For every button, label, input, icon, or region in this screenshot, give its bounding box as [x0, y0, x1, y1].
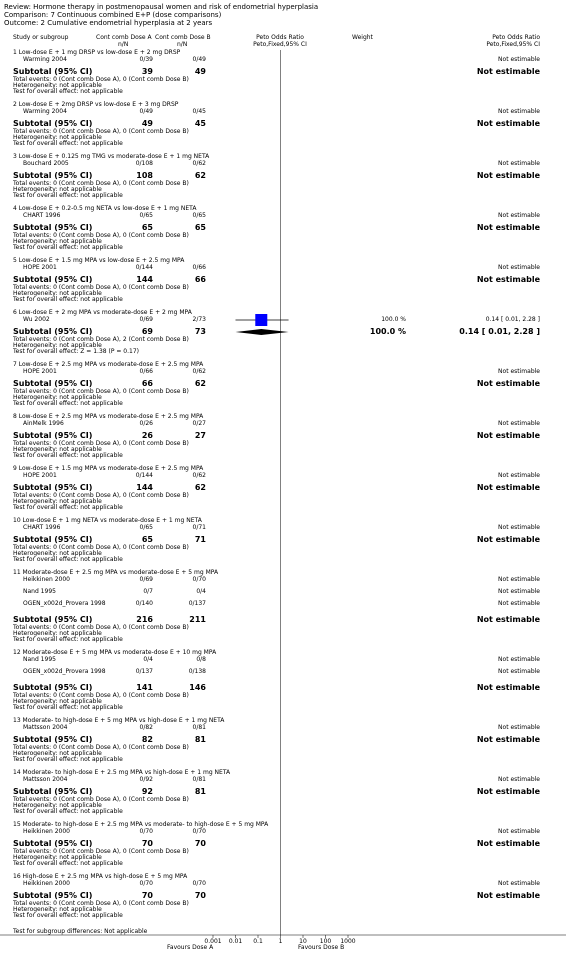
col-group-b-header: Cont comb Dose B — [155, 34, 211, 41]
subtotal-label: Subtotal (95% CI) — [13, 615, 93, 624]
subtotal-label: Subtotal (95% CI) — [13, 67, 93, 76]
subgroup-title: 5 Low-dose E + 1.5 mg MPA vs low-dose E + 2.5 mg MPA — [13, 257, 185, 264]
subtotal-n-b: 211 — [189, 615, 206, 624]
subtotal-n-b: 62 — [194, 171, 206, 180]
study-events-a: 0/39 — [139, 56, 153, 63]
study-or-text: Not estimable — [498, 56, 540, 63]
study-or-text: Not estimable — [498, 880, 540, 887]
subtotal-n-a: 82 — [141, 735, 153, 744]
study-name: OGEN_x002d_Provera 1998 — [23, 668, 106, 675]
study-events-a: 0/140 — [135, 600, 153, 607]
subtotal-or-text: Not estimable — [476, 119, 540, 128]
subtotal-n-a: 66 — [141, 379, 153, 388]
x-tick-label: 1 — [278, 938, 283, 945]
subtotal-n-a: 144 — [136, 483, 153, 492]
subtotal-or-text: Not estimable — [476, 735, 540, 744]
overall-effect: Test for overall effect: not applicable — [13, 140, 123, 147]
subtotal-or-text: Not estimable — [476, 535, 540, 544]
subgroup-title: 6 Low-dose E + 2 mg MPA vs moderate-dose E + 2 mg MPA — [13, 309, 192, 316]
study-events-a: 0/65 — [139, 524, 153, 531]
subgroup-title: 1 Low-dose E + 1 mg DRSP vs low-dose E + 2 mg DRSP — [13, 49, 181, 56]
total-events: Total events: 0 (Cont comb Dose A), 0 (Cont comb Dose B) — [13, 544, 189, 551]
x-tick-label: 1000 — [340, 938, 356, 945]
study-events-b: 0/81 — [192, 724, 206, 731]
subtotal-n-b: 65 — [194, 223, 206, 232]
overall-effect: Test for overall effect: not applicable — [13, 244, 123, 251]
subgroup-title: 4 Low-dose E + 0.2-0.5 mg NETA vs low-dose E + 1 mg NETA — [13, 205, 197, 212]
study-events-a: 0/70 — [139, 880, 153, 887]
subtotal-n-a: 26 — [141, 431, 153, 440]
study-name: Bouchard 2005 — [23, 160, 69, 167]
heterogeneity: Heterogeneity: not applicable — [13, 394, 102, 401]
subgroup-differences: Test for subgroup differences: Not applicable — [13, 928, 148, 935]
subtotal-n-a: 65 — [141, 223, 153, 232]
overall-effect: Test for overall effect: not applicable — [13, 192, 123, 199]
subtotal-or-text: Not estimable — [476, 223, 540, 232]
study-events-a: 0/4 — [143, 656, 153, 663]
study-events-a: 0/108 — [135, 160, 153, 167]
overall-effect: Test for overall effect: not applicable — [13, 756, 123, 763]
col-or2-subheader: Peto,Fixed,95% CI — [486, 41, 540, 48]
x-tick-label: 0.01 — [228, 938, 243, 945]
subtotal-or-text: Not estimable — [476, 839, 540, 848]
subtotal-label: Subtotal (95% CI) — [13, 483, 93, 492]
x-tick-label: 10 — [299, 938, 307, 945]
subtotal-label: Subtotal (95% CI) — [13, 223, 93, 232]
study-name: Mattsson 2004 — [23, 724, 68, 731]
study-events-a: 0/144 — [135, 264, 153, 271]
study-or-text: Not estimable — [498, 264, 540, 271]
favours-b-label: Favours Dose B — [298, 944, 345, 951]
study-name: Mattsson 2004 — [23, 776, 68, 783]
total-events: Total events: 0 (Cont comb Dose A), 0 (Cont comb Dose B) — [13, 440, 189, 447]
subtotal-n-a: 49 — [141, 119, 153, 128]
heterogeneity: Heterogeneity: not applicable — [13, 134, 102, 141]
subgroup-title: 15 Moderate- to high-dose E + 2.5 mg MPA vs moderate- to high-dose E + 5 mg MPA — [13, 821, 269, 828]
subtotal-n-a: 108 — [136, 171, 153, 180]
total-events: Total events: 0 (Cont comb Dose A), 0 (Cont comb Dose B) — [13, 624, 189, 631]
total-events: Total events: 0 (Cont comb Dose A), 0 (Cont comb Dose B) — [13, 284, 189, 291]
overall-effect: Test for overall effect: not applicable — [13, 556, 123, 563]
heterogeneity: Heterogeneity: not applicable — [13, 186, 102, 193]
study-name: Wu 2002 — [23, 316, 50, 323]
heterogeneity: Heterogeneity: not applicable — [13, 550, 102, 557]
study-events-a: 0/26 — [139, 420, 153, 427]
subtotal-n-b: 71 — [194, 535, 206, 544]
subgroup-title: 12 Moderate-dose E + 5 mg MPA vs moderate-dose E + 10 mg MPA — [13, 649, 217, 656]
study-or-text: Not estimable — [498, 724, 540, 731]
total-events: Total events: 0 (Cont comb Dose A), 0 (Cont comb Dose B) — [13, 388, 189, 395]
heterogeneity: Heterogeneity: not applicable — [13, 854, 102, 861]
subtotal-n-b: 49 — [194, 67, 206, 76]
subtotal-or-text: 0.14 [ 0.01, 2.28 ] — [459, 327, 540, 336]
subtotal-or-text: Not estimable — [476, 615, 540, 624]
study-events-b: 0/4 — [196, 588, 206, 595]
col-or2-header: Peto Odds Ratio — [492, 34, 540, 41]
overall-effect: Test for overall effect: not applicable — [13, 808, 123, 815]
study-events-b: 0/66 — [192, 264, 206, 271]
study-or-text: Not estimable — [498, 828, 540, 835]
total-events: Total events: 0 (Cont comb Dose A), 0 (Cont comb Dose B) — [13, 692, 189, 699]
study-name: Heikkinen 2000 — [23, 576, 70, 583]
study-name: Heikkinen 2000 — [23, 828, 70, 835]
subtotal-n-a: 65 — [141, 535, 153, 544]
study-events-a: 0/65 — [139, 212, 153, 219]
subtotal-n-b: 73 — [194, 327, 206, 336]
subtotal-label: Subtotal (95% CI) — [13, 275, 93, 284]
subtotal-or-text: Not estimable — [476, 379, 540, 388]
study-name: CHART 1996 — [23, 524, 61, 531]
col-or-subheader: Peto,Fixed,95% CI — [253, 41, 307, 48]
x-tick-label: 100 — [319, 938, 332, 945]
study-or-text: Not estimable — [498, 472, 540, 479]
subgroup-title: 14 Moderate- to high-dose E + 2.5 mg MPA vs high-dose E + 1 mg NETA — [13, 769, 231, 776]
study-events-a: 0/70 — [139, 828, 153, 835]
study-events-b: 0/62 — [192, 160, 206, 167]
overall-effect: Test for overall effect: not applicable — [13, 636, 123, 643]
col-weight-header: Weight — [352, 34, 373, 41]
total-events: Total events: 0 (Cont comb Dose A), 0 (Cont comb Dose B) — [13, 128, 189, 135]
total-events: Total events: 0 (Cont comb Dose A), 0 (Cont comb Dose B) — [13, 180, 189, 187]
study-name: HOPE 2001 — [23, 264, 57, 271]
subtotal-label: Subtotal (95% CI) — [13, 735, 93, 744]
subtotal-label: Subtotal (95% CI) — [13, 891, 93, 900]
subtotal-weight: 100.0 % — [369, 327, 406, 336]
study-events-b: 0/70 — [192, 880, 206, 887]
subtotal-label: Subtotal (95% CI) — [13, 379, 93, 388]
study-events-a: 0/92 — [139, 776, 153, 783]
study-or-text: Not estimable — [498, 588, 540, 595]
subtotal-label: Subtotal (95% CI) — [13, 119, 93, 128]
overall-effect: Test for overall effect: not applicable — [13, 452, 123, 459]
study-events-a: 0/49 — [139, 108, 153, 115]
study-events-b: 0/62 — [192, 472, 206, 479]
subtotal-label: Subtotal (95% CI) — [13, 431, 93, 440]
favours-a-label: Favours Dose A — [167, 944, 214, 951]
subgroup-title: 7 Low-dose E + 2.5 mg MPA vs moderate-dose E + 2.5 mg MPA — [13, 361, 204, 368]
total-events: Total events: 0 (Cont comb Dose A), 0 (Cont comb Dose B) — [13, 796, 189, 803]
subgroup-title: 3 Low-dose E + 0.125 mg TMG vs moderate-dose E + 1 mg NETA — [13, 153, 210, 160]
study-events-b: 0/70 — [192, 576, 206, 583]
subtotal-label: Subtotal (95% CI) — [13, 683, 93, 692]
col-or-header: Peto Odds Ratio — [256, 34, 304, 41]
col-study-header: Study or subgroup — [13, 34, 69, 41]
subgroup-title: 11 Moderate-dose E + 2.5 mg MPA vs moderate-dose E + 5 mg MPA — [13, 569, 219, 576]
subtotal-label: Subtotal (95% CI) — [13, 171, 93, 180]
heterogeneity: Heterogeneity: not applicable — [13, 498, 102, 505]
study-name: Nand 1995 — [23, 588, 56, 595]
overall-effect: Test for overall effect: not applicable — [13, 912, 123, 919]
subgroup-title: 9 Low-dose E + 1.5 mg MPA vs moderate-dose E + 2.5 mg MPA — [13, 465, 204, 472]
study-events-b: 0/62 — [192, 368, 206, 375]
subtotal-label: Subtotal (95% CI) — [13, 327, 93, 336]
heterogeneity: Heterogeneity: not applicable — [13, 290, 102, 297]
study-events-b: 0/49 — [192, 56, 206, 63]
overall-effect: Test for overall effect: not applicable — [13, 88, 123, 95]
subtotal-label: Subtotal (95% CI) — [13, 839, 93, 848]
subtotal-n-b: 66 — [194, 275, 206, 284]
comparison-title: Comparison: 7 Continuous combined E+P (dose comparisons) — [4, 11, 222, 19]
study-name: CHART 1996 — [23, 212, 61, 219]
heterogeneity: Heterogeneity: not applicable — [13, 82, 102, 89]
study-events-b: 0/45 — [192, 108, 206, 115]
subtotal-label: Subtotal (95% CI) — [13, 787, 93, 796]
overall-effect: Test for overall effect: not applicable — [13, 704, 123, 711]
study-name: AinMelk 1996 — [23, 420, 64, 427]
subtotal-or-text: Not estimable — [476, 483, 540, 492]
heterogeneity: Heterogeneity: not applicable — [13, 698, 102, 705]
study-or-text: 0.14 [ 0.01, 2.28 ] — [485, 316, 540, 323]
study-or-text: Not estimable — [498, 656, 540, 663]
study-or-text: Not estimable — [498, 108, 540, 115]
study-events-a: 0/66 — [139, 368, 153, 375]
study-events-a: 0/144 — [135, 472, 153, 479]
subtotal-or-text: Not estimable — [476, 275, 540, 284]
subtotal-n-a: 39 — [141, 67, 153, 76]
x-tick-label: 0.001 — [204, 938, 222, 945]
study-name: HOPE 2001 — [23, 472, 57, 479]
study-effect-square — [255, 314, 267, 326]
x-tick-label: 0.1 — [253, 938, 263, 945]
study-events-b: 0/65 — [192, 212, 206, 219]
subtotal-or-text: Not estimable — [476, 171, 540, 180]
study-or-text: Not estimable — [498, 212, 540, 219]
study-events-b: 0/71 — [192, 524, 206, 531]
study-name: OGEN_x002d_Provera 1998 — [23, 600, 106, 607]
total-events: Total events: 0 (Cont comb Dose A), 0 (Cont comb Dose B) — [13, 492, 189, 499]
col-nb-header: n/N — [177, 41, 188, 48]
subtotal-n-b: 27 — [194, 431, 206, 440]
study-or-text: Not estimable — [498, 776, 540, 783]
overall-effect: Test for overall effect: not applicable — [13, 400, 123, 407]
study-events-a: 0/137 — [135, 668, 153, 675]
heterogeneity: Heterogeneity: not applicable — [13, 238, 102, 245]
review-title: Review: Hormone therapy in postmenopausal women and risk of endometrial hyperplasia — [4, 3, 319, 11]
overall-effect: Test for overall effect: Z = 1.38 (P = 0.17) — [13, 348, 139, 355]
study-name: HOPE 2001 — [23, 368, 57, 375]
overall-effect: Test for overall effect: not applicable — [13, 504, 123, 511]
heterogeneity: Heterogeneity: not applicable — [13, 446, 102, 453]
subtotal-n-b: 45 — [194, 119, 206, 128]
subtotal-n-b: 70 — [194, 891, 206, 900]
subtotal-or-text: Not estimable — [476, 67, 540, 76]
overall-effect: Test for overall effect: not applicable — [13, 296, 123, 303]
study-or-text: Not estimable — [498, 576, 540, 583]
subgroup-title: 8 Low-dose E + 2.5 mg MPA vs moderate-dose E + 2.5 mg MPA — [13, 413, 204, 420]
subtotal-n-a: 141 — [136, 683, 153, 692]
study-events-b: 0/70 — [192, 828, 206, 835]
heterogeneity: Heterogeneity: not applicable — [13, 906, 102, 913]
study-events-a: 0/69 — [139, 576, 153, 583]
subtotal-n-b: 81 — [194, 735, 206, 744]
subtotal-n-b: 146 — [189, 683, 206, 692]
overall-effect: Test for overall effect: not applicable — [13, 860, 123, 867]
subgroup-title: 13 Moderate- to high-dose E + 5 mg MPA vs high-dose E + 1 mg NETA — [13, 717, 225, 724]
study-events-b: 0/81 — [192, 776, 206, 783]
study-or-text: Not estimable — [498, 600, 540, 607]
study-events-a: 0/7 — [143, 588, 153, 595]
subtotal-n-a: 144 — [136, 275, 153, 284]
heterogeneity: Heterogeneity: not applicable — [13, 750, 102, 757]
subtotal-n-b: 62 — [194, 379, 206, 388]
study-or-text: Not estimable — [498, 420, 540, 427]
study-events-b: 0/138 — [188, 668, 206, 675]
total-events: Total events: 0 (Cont comb Dose A), 0 (Cont comb Dose B) — [13, 744, 189, 751]
subtotal-n-b: 62 — [194, 483, 206, 492]
subtotal-n-b: 81 — [194, 787, 206, 796]
study-name: Nand 1995 — [23, 656, 56, 663]
subgroup-title: 16 High-dose E + 2.5 mg MPA vs high-dose E + 5 mg MPA — [13, 873, 188, 880]
total-events: Total events: 0 (Cont comb Dose A), 0 (Cont comb Dose B) — [13, 848, 189, 855]
heterogeneity: Heterogeneity: not applicable — [13, 342, 102, 349]
total-events: Total events: 0 (Cont comb Dose A), 0 (Cont comb Dose B) — [13, 76, 189, 83]
subgroup-title: 2 Low-dose E + 2mg DRSP vs low-dose E + 3 mg DRSP — [13, 101, 179, 108]
study-events-a: 0/82 — [139, 724, 153, 731]
subtotal-n-a: 92 — [141, 787, 153, 796]
subtotal-or-text: Not estimable — [476, 683, 540, 692]
subgroup-title: 10 Low-dose E + 1 mg NETA vs moderate-dose E + 1 mg NETA — [13, 517, 202, 524]
study-name: Warming 2004 — [23, 56, 67, 63]
study-name: Heikkinen 2000 — [23, 880, 70, 887]
subtotal-n-a: 70 — [141, 839, 153, 848]
study-weight: 100.0 % — [381, 316, 406, 323]
subtotal-or-text: Not estimable — [476, 787, 540, 796]
study-or-text: Not estimable — [498, 368, 540, 375]
col-na-header: n/N — [118, 41, 129, 48]
study-events-b: 0/8 — [196, 656, 206, 663]
study-name: Warming 2004 — [23, 108, 67, 115]
subtotal-n-a: 69 — [141, 327, 153, 336]
total-events: Total events: 0 (Cont comb Dose A), 2 (Cont comb Dose B) — [13, 336, 189, 343]
heterogeneity: Heterogeneity: not applicable — [13, 630, 102, 637]
subtotal-or-text: Not estimable — [476, 891, 540, 900]
subtotal-n-a: 70 — [141, 891, 153, 900]
study-or-text: Not estimable — [498, 524, 540, 531]
total-events: Total events: 0 (Cont comb Dose A), 0 (Cont comb Dose B) — [13, 900, 189, 907]
heterogeneity: Heterogeneity: not applicable — [13, 802, 102, 809]
study-events-b: 0/27 — [192, 420, 206, 427]
outcome-title: Outcome: 2 Cumulative endometrial hyperplasia at 2 years — [4, 19, 213, 27]
study-events-b: 0/137 — [188, 600, 206, 607]
study-events-a: 0/69 — [139, 316, 153, 323]
subtotal-label: Subtotal (95% CI) — [13, 535, 93, 544]
col-group-a-header: Cont comb Dose A — [96, 34, 152, 41]
subtotal-or-text: Not estimable — [476, 431, 540, 440]
subtotal-n-a: 216 — [136, 615, 153, 624]
study-or-text: Not estimable — [498, 668, 540, 675]
study-events-b: 2/73 — [192, 316, 206, 323]
study-or-text: Not estimable — [498, 160, 540, 167]
subtotal-n-b: 70 — [194, 839, 206, 848]
total-events: Total events: 0 (Cont comb Dose A), 0 (Cont comb Dose B) — [13, 232, 189, 239]
